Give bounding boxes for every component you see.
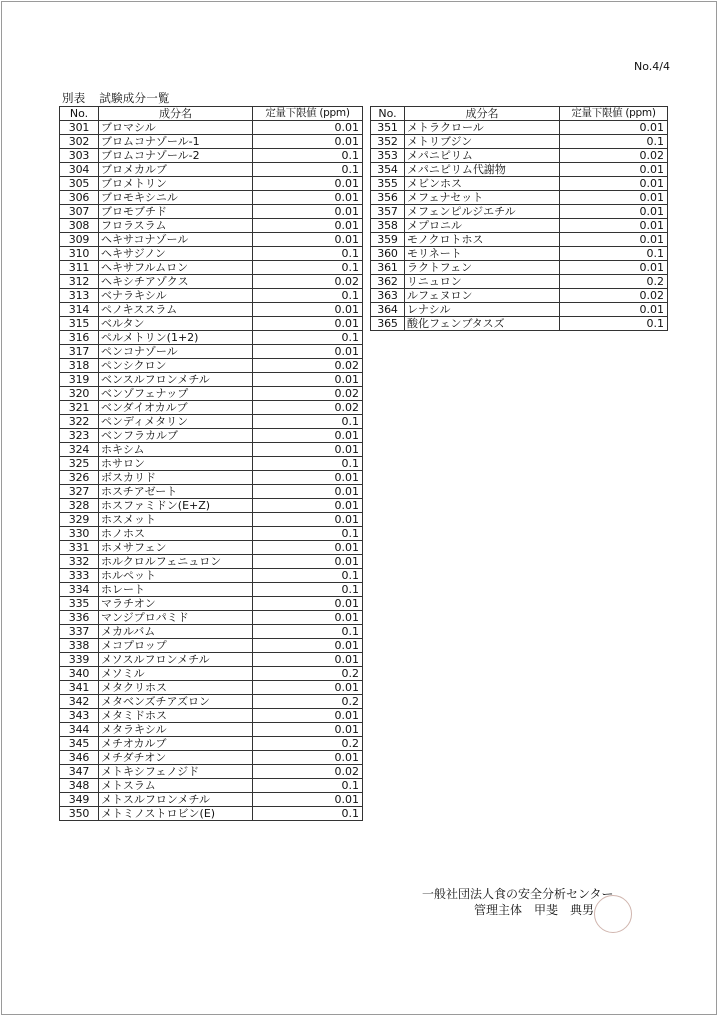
row-name: ブロメカルブ (99, 163, 253, 177)
row-limit: 0.01 (253, 177, 363, 191)
row-limit: 0.01 (253, 317, 363, 331)
row-name: メコプロップ (99, 639, 253, 653)
row-limit: 0.01 (560, 205, 668, 219)
row-limit: 0.02 (253, 359, 363, 373)
row-name: メタクリホス (99, 681, 253, 695)
row-limit: 0.01 (253, 611, 363, 625)
table-row (60, 779, 363, 793)
row-no: 301 (60, 121, 99, 135)
row-no: 302 (60, 135, 99, 149)
row-no: 321 (60, 401, 99, 415)
row-no: 309 (60, 233, 99, 247)
row-limit: 0.01 (253, 345, 363, 359)
row-no: 362 (371, 275, 405, 289)
row-no: 356 (371, 191, 405, 205)
row-limit: 0.1 (253, 625, 363, 639)
row-no: 306 (60, 191, 99, 205)
row-name: メフェンピルジエチル (405, 205, 560, 219)
table-row (60, 541, 363, 555)
row-name: リニュロン (405, 275, 560, 289)
row-limit: 0.02 (253, 275, 363, 289)
row-no: 324 (60, 443, 99, 457)
row-no: 341 (60, 681, 99, 695)
row-name: ホスチアゼート (99, 485, 253, 499)
table-row (371, 233, 668, 247)
row-limit: 0.01 (253, 373, 363, 387)
table-row (371, 149, 668, 163)
row-limit: 0.01 (253, 681, 363, 695)
row-limit: 0.2 (253, 737, 363, 751)
table-row (60, 191, 363, 205)
table-row (60, 261, 363, 275)
row-no: 332 (60, 555, 99, 569)
row-no: 305 (60, 177, 99, 191)
row-limit: 0.01 (560, 233, 668, 247)
row-name: ペンディメタリン (99, 415, 253, 429)
table-row (60, 569, 363, 583)
row-no: 319 (60, 373, 99, 387)
row-name: ヘキサコナゾール (99, 233, 253, 247)
table-row (371, 121, 668, 135)
row-limit: 0.1 (253, 457, 363, 471)
table-row (371, 219, 668, 233)
row-name: マラチオン (99, 597, 253, 611)
row-name: ベンダイオカルブ (99, 401, 253, 415)
organization-name: 一般社団法人食の安全分析センター (422, 887, 614, 901)
table-caption (62, 90, 170, 106)
row-name: メプロニル (405, 219, 560, 233)
table-row (371, 317, 668, 331)
row-name: メタラキシル (99, 723, 253, 737)
table-row (60, 345, 363, 359)
table-row (60, 583, 363, 597)
row-limit: 0.1 (253, 583, 363, 597)
row-limit: 0.01 (253, 135, 363, 149)
row-name: メトラクロール (405, 121, 560, 135)
table-row (60, 177, 363, 191)
row-no: 344 (60, 723, 99, 737)
table-row (60, 247, 363, 261)
table-row (60, 233, 363, 247)
row-limit: 0.1 (253, 415, 363, 429)
row-no: 345 (60, 737, 99, 751)
row-name: ベルタン (99, 317, 253, 331)
row-limit: 0.1 (253, 779, 363, 793)
table-row (60, 387, 363, 401)
header-no: No. (371, 107, 405, 121)
row-no: 347 (60, 765, 99, 779)
header-no: No. (60, 107, 99, 121)
row-name: ペノキススラム (99, 303, 253, 317)
row-limit: 0.02 (560, 289, 668, 303)
table-row (60, 639, 363, 653)
row-no: 361 (371, 261, 405, 275)
row-name: ラクトフェン (405, 261, 560, 275)
row-limit: 0.02 (253, 387, 363, 401)
row-limit: 0.01 (253, 793, 363, 807)
row-no: 351 (371, 121, 405, 135)
row-limit: 0.01 (253, 303, 363, 317)
row-limit: 0.1 (253, 569, 363, 583)
table-header-row (371, 107, 668, 121)
row-name: ペンシクロン (99, 359, 253, 373)
table-row (60, 331, 363, 345)
table-row (60, 205, 363, 219)
row-limit: 0.01 (560, 121, 668, 135)
row-no: 365 (371, 317, 405, 331)
row-limit: 0.01 (560, 191, 668, 205)
table-row (60, 653, 363, 667)
table-row (60, 289, 363, 303)
row-limit: 0.01 (560, 303, 668, 317)
table-row (60, 373, 363, 387)
row-no: 316 (60, 331, 99, 345)
table-row (371, 261, 668, 275)
table-row (60, 359, 363, 373)
manager-name: 管理主体 甲斐 典男 (474, 903, 595, 917)
table-row (60, 723, 363, 737)
row-name: ホメサフェン (99, 541, 253, 555)
row-no: 363 (371, 289, 405, 303)
row-limit: 0.1 (253, 149, 363, 163)
table-row (371, 191, 668, 205)
table-row (60, 709, 363, 723)
row-name: フロラスラム (99, 219, 253, 233)
row-name: モノクロトホス (405, 233, 560, 247)
row-name: ホルクロルフェニュロン (99, 555, 253, 569)
table-row (60, 149, 363, 163)
row-no: 348 (60, 779, 99, 793)
row-name: マンジプロパミド (99, 611, 253, 625)
table-row (60, 443, 363, 457)
row-limit: 0.01 (253, 513, 363, 527)
table-row (60, 667, 363, 681)
ingredient-table-left (59, 106, 363, 821)
row-no: 304 (60, 163, 99, 177)
row-no: 328 (60, 499, 99, 513)
row-limit: 0.02 (560, 149, 668, 163)
row-no: 350 (60, 807, 99, 821)
row-limit: 0.01 (253, 709, 363, 723)
row-name: メタベンズチアズロン (99, 695, 253, 709)
row-name: メトキシフェノジド (99, 765, 253, 779)
row-limit: 0.01 (253, 233, 363, 247)
row-limit: 0.01 (253, 485, 363, 499)
row-limit: 0.01 (253, 555, 363, 569)
row-no: 352 (371, 135, 405, 149)
table-header-row (60, 107, 363, 121)
row-name: メパニピリム (405, 149, 560, 163)
caption-title: 試験成分一覧 (99, 91, 170, 105)
page-number: No.4/4 (634, 60, 670, 73)
row-limit: 0.01 (560, 261, 668, 275)
row-limit: 0.01 (560, 177, 668, 191)
row-limit: 0.01 (253, 499, 363, 513)
table-row (60, 471, 363, 485)
row-no: 355 (371, 177, 405, 191)
row-name: ベンゾフェナップ (99, 387, 253, 401)
row-no: 311 (60, 261, 99, 275)
row-no: 325 (60, 457, 99, 471)
row-name: ホキシム (99, 443, 253, 457)
row-limit: 0.01 (560, 219, 668, 233)
row-limit: 0.1 (560, 317, 668, 331)
row-name: モリネート (405, 247, 560, 261)
row-limit: 0.01 (253, 751, 363, 765)
row-limit: 0.01 (253, 597, 363, 611)
table-row (60, 303, 363, 317)
row-name: レナシル (405, 303, 560, 317)
row-limit: 0.01 (253, 429, 363, 443)
row-no: 312 (60, 275, 99, 289)
row-no: 343 (60, 709, 99, 723)
row-no: 318 (60, 359, 99, 373)
row-name: ホルペット (99, 569, 253, 583)
table-row (60, 611, 363, 625)
row-limit: 0.02 (253, 401, 363, 415)
row-limit: 0.1 (253, 527, 363, 541)
row-limit: 0.01 (253, 191, 363, 205)
row-name: ヘキサフルムロン (99, 261, 253, 275)
row-limit: 0.01 (253, 443, 363, 457)
table-row (60, 485, 363, 499)
row-no: 303 (60, 149, 99, 163)
row-no: 329 (60, 513, 99, 527)
row-name: メタミドホス (99, 709, 253, 723)
row-limit: 0.01 (253, 121, 363, 135)
table-row (60, 737, 363, 751)
table-row (60, 401, 363, 415)
row-no: 358 (371, 219, 405, 233)
table-row (371, 303, 668, 317)
row-no: 353 (371, 149, 405, 163)
row-name: メトスラム (99, 779, 253, 793)
row-no: 310 (60, 247, 99, 261)
row-name: ブロモキシニル (99, 191, 253, 205)
table-row (371, 247, 668, 261)
row-limit: 0.2 (253, 667, 363, 681)
row-limit: 0.01 (560, 163, 668, 177)
row-name: ホスファミドン(E+Z) (99, 499, 253, 513)
table-row (371, 275, 668, 289)
table-row (60, 275, 363, 289)
row-limit: 0.2 (560, 275, 668, 289)
header-limit: 定量下限値 (ppm) (253, 107, 363, 121)
table-row (60, 527, 363, 541)
row-name: メフェナセット (405, 191, 560, 205)
row-no: 339 (60, 653, 99, 667)
row-limit: 0.01 (253, 205, 363, 219)
table-row (371, 289, 668, 303)
row-name: メカルバム (99, 625, 253, 639)
row-limit: 0.01 (253, 541, 363, 555)
row-name: メトスルフロンメチル (99, 793, 253, 807)
row-limit: 0.2 (253, 695, 363, 709)
row-no: 326 (60, 471, 99, 485)
table-row (60, 807, 363, 821)
table-row (60, 681, 363, 695)
table-row (60, 499, 363, 513)
row-name: ブロムコナゾール-2 (99, 149, 253, 163)
table-row (60, 765, 363, 779)
row-no: 322 (60, 415, 99, 429)
row-limit: 0.01 (253, 723, 363, 737)
row-name: メソスルフロンメチル (99, 653, 253, 667)
row-no: 364 (371, 303, 405, 317)
row-name: ヘキシチアゾクス (99, 275, 253, 289)
row-name: ルフェヌロン (405, 289, 560, 303)
row-name: ブロムコナゾール-1 (99, 135, 253, 149)
row-name: メチオカルブ (99, 737, 253, 751)
row-name: ベンフラカルブ (99, 429, 253, 443)
row-name: メトミノストロビン(E) (99, 807, 253, 821)
row-limit: 0.1 (253, 331, 363, 345)
table-row (60, 317, 363, 331)
row-no: 331 (60, 541, 99, 555)
row-no: 323 (60, 429, 99, 443)
row-name: ホレート (99, 583, 253, 597)
row-no: 336 (60, 611, 99, 625)
table-row (60, 429, 363, 443)
row-limit: 0.1 (253, 289, 363, 303)
row-no: 338 (60, 639, 99, 653)
document-page (1, 1, 717, 1015)
table-row (60, 121, 363, 135)
table-row (371, 163, 668, 177)
row-no: 320 (60, 387, 99, 401)
row-name: ブロマシル (99, 121, 253, 135)
row-no: 314 (60, 303, 99, 317)
table-row (60, 163, 363, 177)
table-row (60, 597, 363, 611)
table-row (371, 205, 668, 219)
row-name: メビンホス (405, 177, 560, 191)
row-name: ブロメトリン (99, 177, 253, 191)
row-name: ホスメット (99, 513, 253, 527)
row-limit: 0.01 (253, 471, 363, 485)
row-no: 337 (60, 625, 99, 639)
row-name: メパニピリム代謝物 (405, 163, 560, 177)
table-row (60, 751, 363, 765)
row-no: 340 (60, 667, 99, 681)
table-row (60, 793, 363, 807)
header-name: 成分名 (405, 107, 560, 121)
row-limit: 0.01 (253, 219, 363, 233)
row-no: 333 (60, 569, 99, 583)
caption-label: 別表 (62, 91, 86, 105)
row-name: メソミル (99, 667, 253, 681)
table-row (60, 457, 363, 471)
row-limit: 0.02 (253, 765, 363, 779)
table-row (60, 625, 363, 639)
row-name: ヘキサジノン (99, 247, 253, 261)
row-no: 327 (60, 485, 99, 499)
table-row (60, 219, 363, 233)
row-limit: 0.1 (253, 261, 363, 275)
row-name: ボスカリド (99, 471, 253, 485)
row-name: ホノホス (99, 527, 253, 541)
row-name: メトリブジン (405, 135, 560, 149)
row-no: 360 (371, 247, 405, 261)
row-limit: 0.1 (560, 247, 668, 261)
row-no: 308 (60, 219, 99, 233)
row-name: ベナラキシル (99, 289, 253, 303)
row-no: 334 (60, 583, 99, 597)
row-no: 354 (371, 163, 405, 177)
row-no: 317 (60, 345, 99, 359)
row-name: 酸化フェンブタスズ (405, 317, 560, 331)
row-limit: 0.1 (253, 247, 363, 261)
row-no: 335 (60, 597, 99, 611)
row-name: ベンスルフロンメチル (99, 373, 253, 387)
ingredient-table-right (370, 106, 668, 331)
row-limit: 0.01 (253, 653, 363, 667)
row-name: ペンコナゾール (99, 345, 253, 359)
row-no: 313 (60, 289, 99, 303)
row-no: 349 (60, 793, 99, 807)
table-row (60, 555, 363, 569)
table-row (60, 695, 363, 709)
row-name: ペルメトリン(1+2) (99, 331, 253, 345)
row-name: メチダチオン (99, 751, 253, 765)
row-no: 346 (60, 751, 99, 765)
row-no: 307 (60, 205, 99, 219)
row-limit: 0.1 (253, 163, 363, 177)
table-row (371, 135, 668, 149)
row-name: ブロモブチド (99, 205, 253, 219)
table-row (60, 135, 363, 149)
row-name: ホサロン (99, 457, 253, 471)
row-limit: 0.1 (560, 135, 668, 149)
table-row (60, 415, 363, 429)
table-row (371, 177, 668, 191)
row-no: 342 (60, 695, 99, 709)
row-no: 315 (60, 317, 99, 331)
header-limit: 定量下限値 (ppm) (560, 107, 668, 121)
seal-stamp (594, 895, 632, 933)
row-limit: 0.01 (253, 639, 363, 653)
row-no: 330 (60, 527, 99, 541)
row-limit: 0.1 (253, 807, 363, 821)
header-name: 成分名 (99, 107, 253, 121)
row-no: 357 (371, 205, 405, 219)
table-row (60, 513, 363, 527)
row-no: 359 (371, 233, 405, 247)
